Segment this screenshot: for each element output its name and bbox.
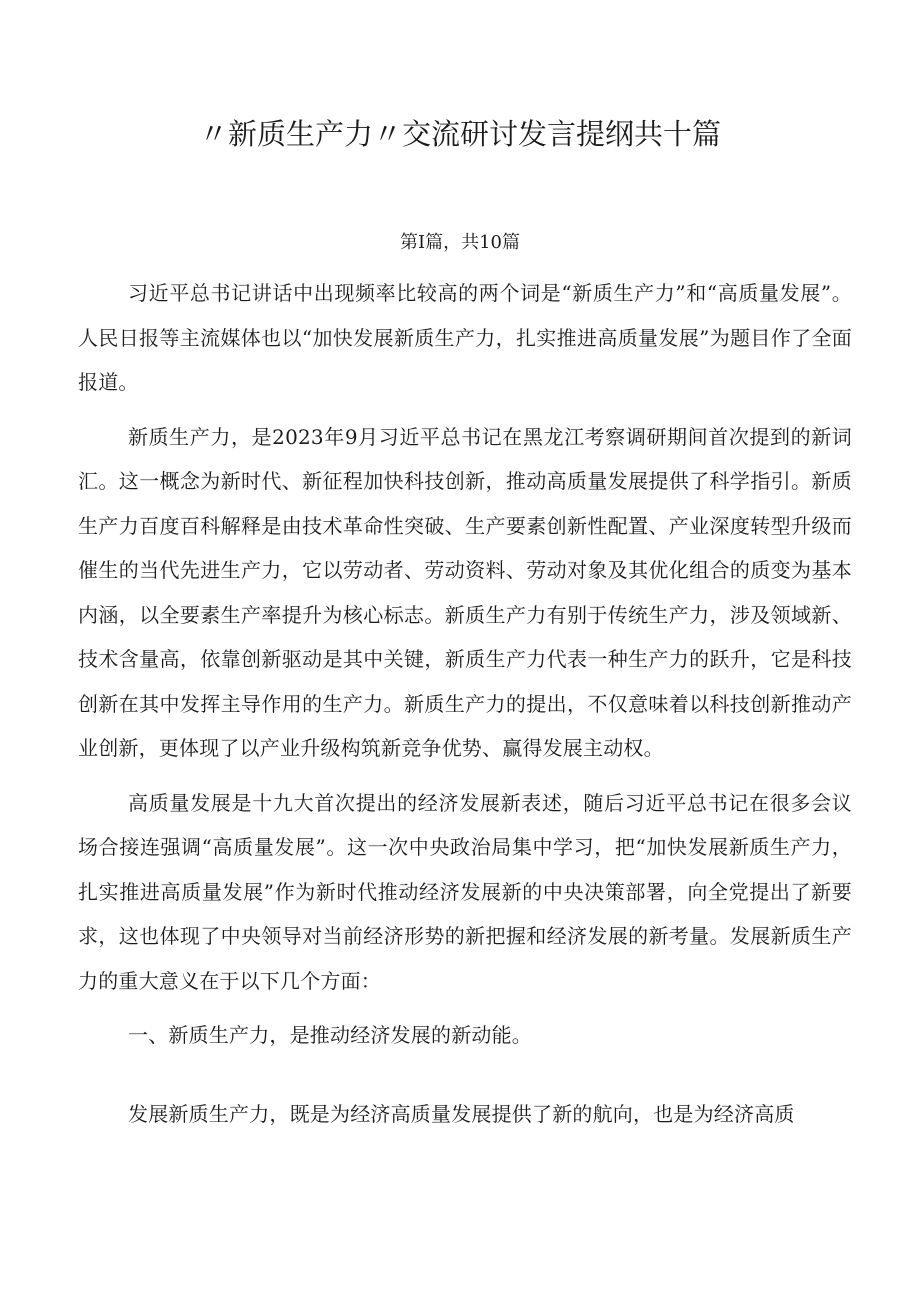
paragraph-definition: 新质生产力，是2023年9月习近平总书记在黑龙江考察调研期间首次提到的新词汇。这一概念为新时代、新征程加快科技创新，推动高质量发展提供了科学指引。新质生产力百度百科解释是由技术革命性突破、生产要素创新性配置、产业深度转型升级而催生的当代先进生产力，它以劳动者、劳动资料、劳动对象及其优化组合的质变为基本内涵，以全要素生产率提升为核心标志。新质生产力有别于传统生产力，涉及领域新、技术含量高，依靠创新驱动是其中关键，新质生产力代表一种生产力的跃升，它是科技创新在其中发挥主导作用的生产力。新质生产力的提出，不仅意味着以科技创新推动产业创新，更体现了以产业升级构筑新竞争优势、赢得发展主动权。 <box>78 424 852 760</box>
document-body <box>78 271 852 1136</box>
section-heading-one: 一、新质生产力，是推动经济发展的新动能。 <box>128 1023 532 1047</box>
paragraph-intro: 习近平总书记讲话中出现频率比较高的两个词是“新质生产力”和“高质量发展”。人民日报等主流媒体也以“加快发展新质生产力，扎实推进高质量发展”为题目作了全面报道。 <box>78 281 852 394</box>
paragraph-section-one: 发展新质生产力，既是为经济高质量发展提供了新的航向，也是为经济高质 <box>128 1101 795 1126</box>
document-title: 〃新质生产力〃交流研讨发言提纲共十篇 <box>198 117 721 151</box>
document-subtitle: 第Ⅰ篇，共10篇 <box>399 232 520 253</box>
paragraph-high-quality-development: 高质量发展是十九大首次提出的经济发展新表述，随后习近平总书记在很多会议场合接连强调“高质量发展”。这一次中央政治局集中学习，把“加快发展新质生产力，扎实推进高质量发展”作为新时代推动经济发展新的中央决策部署，向全党提出了新要求，这也体现了中央领导对当前经济形势的新把握和经济发展的新考量。发展新质生产力的重大意义在于以下几个方面： <box>78 790 852 993</box>
